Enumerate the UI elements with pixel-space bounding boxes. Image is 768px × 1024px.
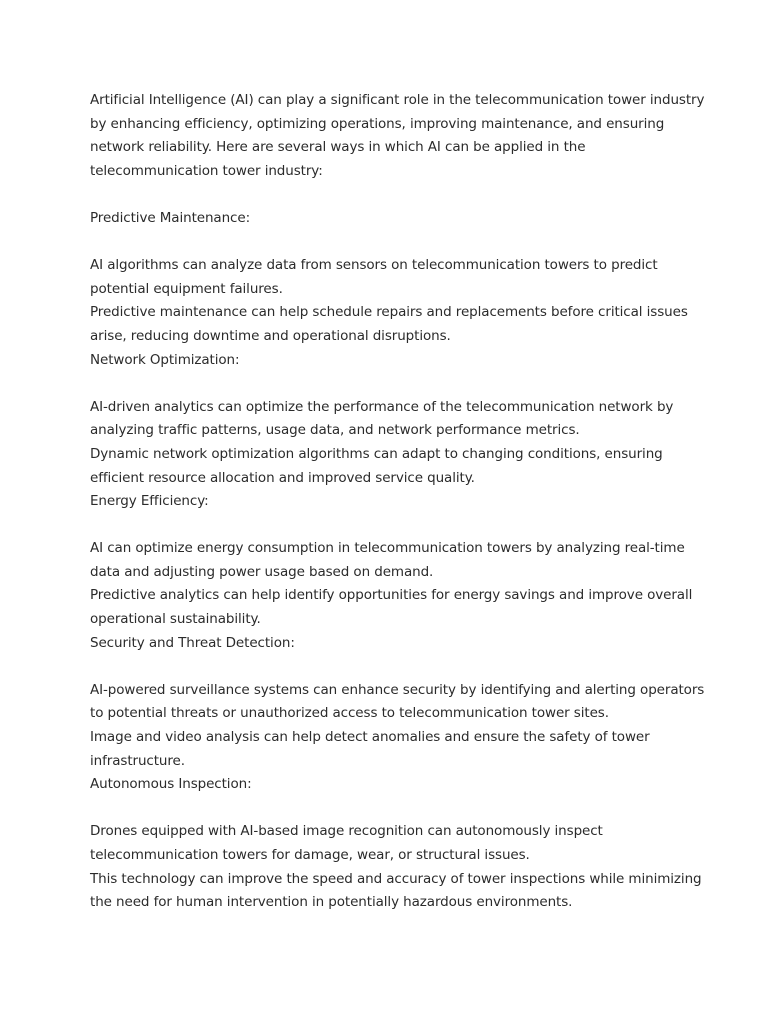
section-line: AI-powered surveillance systems can enhance security by identifying and alerting operators [90, 681, 705, 698]
section-heading: Predictive Maintenance: [90, 209, 251, 226]
intro-paragraph [90, 89, 705, 183]
section-line: analyzing traffic patterns, usage data, and network performance metrics. [90, 422, 580, 439]
section-line: Image and video analysis can help detect anomalies and ensure the safety of tower [90, 729, 650, 746]
intro-line: telecommunication tower industry: [90, 162, 323, 179]
section-line: Dynamic network optimization algorithms can adapt to changing conditions, ensuring [90, 445, 663, 462]
section-line: operational sustainability. [90, 611, 261, 628]
section-heading: Autonomous Inspection: [90, 776, 252, 793]
section-line: Drones equipped with AI-based image recognition can autonomously inspect [90, 823, 603, 840]
section-line: the need for human intervention in potentially hazardous environments. [90, 894, 573, 911]
intro-line: Artificial Intelligence (AI) can play a significant role in the telecommunication tower industry [90, 92, 705, 108]
section-line: This technology can improve the speed and accuracy of tower inspections while minimizing [90, 870, 702, 887]
section-line: efficient resource allocation and improved service quality. [90, 469, 475, 486]
section-heading: Energy Efficiency: [90, 493, 209, 510]
section-line: potential equipment failures. [90, 280, 283, 297]
intro-line: by enhancing efficiency, optimizing operations, improving maintenance, and ensuring [90, 115, 665, 132]
section-heading: Security and Threat Detection: [90, 634, 295, 651]
section-line: AI can optimize energy consumption in telecommunication towers by analyzing real-time [90, 540, 685, 557]
section-line: data and adjusting power usage based on demand. [90, 563, 434, 580]
section-line: to potential threats or unauthorized access to telecommunication tower sites. [90, 705, 609, 722]
section-heading: Network Optimization: [90, 351, 240, 368]
section-energy-efficiency [90, 490, 693, 632]
section-security-threat-detection [90, 632, 705, 774]
document-body [90, 89, 705, 915]
spacer [90, 797, 690, 821]
section-line: AI-driven analytics can optimize the performance of the telecommunication network by [90, 398, 674, 415]
spacer [90, 372, 690, 396]
section-predictive-maintenance [90, 207, 690, 349]
section-autonomous-inspection [90, 773, 702, 915]
spacer [90, 514, 690, 538]
section-line: Predictive maintenance can help schedule repairs and replacements before critical issues [90, 304, 688, 321]
spacer [90, 231, 690, 255]
intro-line: network reliability. Here are several ways in which AI can be applied in the [90, 139, 586, 156]
section-line: Predictive analytics can help identify opportunities for energy savings and improve overall [90, 587, 693, 604]
spacer [90, 183, 690, 207]
section-line: telecommunication towers for damage, wear, or structural issues. [90, 847, 530, 863]
section-line: arise, reducing downtime and operational disruptions. [90, 327, 451, 344]
spacer [90, 655, 690, 679]
section-line: AI algorithms can analyze data from sensors on telecommunication towers to predict [90, 257, 658, 274]
section-line: infrastructure. [90, 752, 185, 769]
section-network-optimization [90, 349, 690, 491]
